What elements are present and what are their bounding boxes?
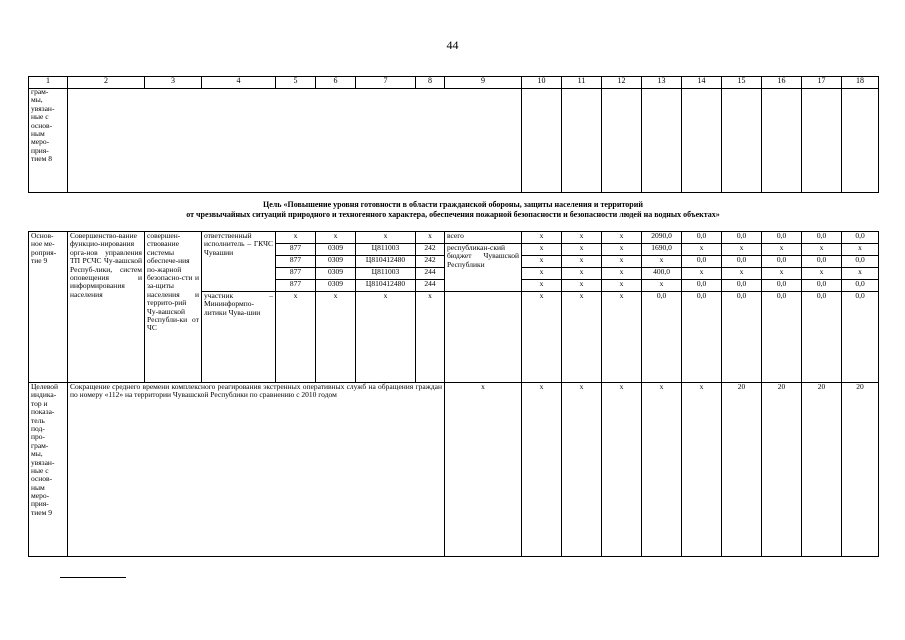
event-9-value: 0,0 xyxy=(682,256,722,268)
event-9-value: x xyxy=(522,268,562,280)
event-9-c6: x xyxy=(316,232,356,244)
indicator-9-value: x xyxy=(602,383,642,557)
column-number-4: 4 xyxy=(202,77,276,89)
column-number-7: 7 xyxy=(356,77,416,89)
event-9-value: x xyxy=(602,268,642,280)
event-9-c7: Ц810412480 xyxy=(356,280,416,292)
column-number-11: 11 xyxy=(562,77,602,89)
event-9-value: x xyxy=(562,268,602,280)
indicator-9-value: x xyxy=(522,383,562,557)
column-number-14: 14 xyxy=(682,77,722,89)
column-number-16: 16 xyxy=(762,77,802,89)
event-9-type: Основ- ное ме- роприя- тие 9 xyxy=(29,232,68,383)
event-9-value: 0,0 xyxy=(842,232,879,244)
column-number-3: 3 xyxy=(145,77,202,89)
indicator-8-label: грам- мы, увязан- ные с основ- ным меро- прия- тием 8 xyxy=(29,88,68,192)
column-number-9: 9 xyxy=(445,77,522,89)
column-number-1: 1 xyxy=(29,77,68,89)
indicator-9-label: Целевой индика- тор и показа- тель под- про- грам- мы, увязан- ные с основ- ным меро- прия- тием 9 xyxy=(29,383,68,557)
event-9-value: 1690,0 xyxy=(642,244,682,256)
event-9-c8: 242 xyxy=(416,256,445,268)
participant-c5: x xyxy=(276,292,316,383)
participant-value: x xyxy=(562,292,602,383)
indicator-9-value: 20 xyxy=(762,383,802,557)
event-9-value: 0,0 xyxy=(802,232,842,244)
cell-empty xyxy=(562,88,602,192)
event-9-value: 400,0 xyxy=(642,268,682,280)
event-9-value: x xyxy=(522,256,562,268)
event-9-value: 2090,0 xyxy=(642,232,682,244)
event-9-value: x xyxy=(522,232,562,244)
goal-line-2: от чрезвычайных ситуаций природного и техногенного характера, обеспечения пожарной безопасности и безопасности людей на водных объектах» xyxy=(186,210,720,219)
footnote-separator xyxy=(60,577,126,578)
participant-value: x xyxy=(602,292,642,383)
column-number-6: 6 xyxy=(316,77,356,89)
event-9-value: 0,0 xyxy=(802,256,842,268)
indicator-9-value: 20 xyxy=(722,383,762,557)
event-9-c6: 0309 xyxy=(316,268,356,280)
participant-col9 xyxy=(445,292,522,383)
event-9-c6: 0309 xyxy=(316,244,356,256)
event-9-value: x xyxy=(802,268,842,280)
event-9-value: 0,0 xyxy=(762,256,802,268)
indicator-9-col9: x xyxy=(445,383,522,557)
event-9-value: x xyxy=(602,232,642,244)
event-9-value: x xyxy=(682,268,722,280)
event-9-c6: 0309 xyxy=(316,280,356,292)
indicator-8-empty xyxy=(68,88,522,192)
event-9-c7: Ц810412480 xyxy=(356,256,416,268)
participant-value: 0,0 xyxy=(682,292,722,383)
event-9-value: x xyxy=(642,280,682,292)
column-number-12: 12 xyxy=(602,77,642,89)
cell-empty xyxy=(522,88,562,192)
event-9-value: x xyxy=(602,280,642,292)
event-9-value: x xyxy=(842,244,879,256)
event-9-c5: 877 xyxy=(276,256,316,268)
funding-total-label: всего xyxy=(445,232,522,244)
column-number-8: 8 xyxy=(416,77,445,89)
event-9-c8: 244 xyxy=(416,268,445,280)
event-9-c5: 877 xyxy=(276,268,316,280)
indicator-8-block xyxy=(28,88,879,193)
event-9-value: x xyxy=(562,244,602,256)
event-9-c7: x xyxy=(356,232,416,244)
event-9-value: x xyxy=(562,232,602,244)
event-9-value: 0,0 xyxy=(762,280,802,292)
event-9-value: x xyxy=(562,256,602,268)
column-number-18: 18 xyxy=(842,77,879,89)
cell-empty xyxy=(602,88,642,192)
event-9-c8: x xyxy=(416,232,445,244)
event-9-task: совершен-ствование системы обеспече-ния по-жарной безопасно-сти и за-щиты населения и террито-рий Чу-вашской Республи-ки от ЧС xyxy=(145,232,202,383)
event-9-value: x xyxy=(762,244,802,256)
participant-value: 0,0 xyxy=(762,292,802,383)
event-9-value: x xyxy=(722,268,762,280)
indicator-9-value: 20 xyxy=(842,383,879,557)
indicator-9-value: x xyxy=(642,383,682,557)
event-9-value: 0,0 xyxy=(842,256,879,268)
event-9-value: 0,0 xyxy=(842,280,879,292)
event-9-value: x xyxy=(642,256,682,268)
event-9-c7: Ц811003 xyxy=(356,244,416,256)
event-9-value: x xyxy=(522,244,562,256)
event-9-value: 0,0 xyxy=(722,280,762,292)
event-9-value: x xyxy=(682,244,722,256)
column-number-10: 10 xyxy=(522,77,562,89)
event-9-value: x xyxy=(842,268,879,280)
event-9-value: x xyxy=(802,244,842,256)
event-9-value: x xyxy=(562,280,602,292)
event-9-value: x xyxy=(762,268,802,280)
participant-c7: x xyxy=(356,292,416,383)
event-9-c5: 877 xyxy=(276,280,316,292)
funding-source-label: республикан-ский бюджет Чувашской Республики xyxy=(445,244,522,292)
cell-empty xyxy=(802,88,842,192)
participant-value: 0,0 xyxy=(722,292,762,383)
column-number-13: 13 xyxy=(642,77,682,89)
event-9-value: x xyxy=(522,280,562,292)
column-number-17: 17 xyxy=(802,77,842,89)
event-9-c8: 244 xyxy=(416,280,445,292)
indicator-9-text: Сокращение среднего времени комплексного реагирования экстренных оперативных служб на обращения граждан по номеру «112» на территории Чувашской Республики по сравнению с 2010 годом xyxy=(68,383,445,557)
goal-heading xyxy=(28,200,878,220)
event-9-value: 0,0 xyxy=(722,256,762,268)
cell-empty xyxy=(682,88,722,192)
cell-empty xyxy=(642,88,682,192)
event-9-value: x xyxy=(722,244,762,256)
column-number-2: 2 xyxy=(68,77,145,89)
event-9-value: 0,0 xyxy=(802,280,842,292)
participant-c6: x xyxy=(316,292,356,383)
event-9-c6: 0309 xyxy=(316,256,356,268)
event-9-value: 0,0 xyxy=(762,232,802,244)
column-number-5: 5 xyxy=(276,77,316,89)
cell-empty xyxy=(762,88,802,192)
event-9-value: 0,0 xyxy=(682,232,722,244)
event-9-name: Совершенство-вание функцио-нирования орга-нов управления ТП РСЧС Чу-вашской Респуб-лики, систем оповещения и информирования населения xyxy=(68,232,145,383)
indicator-9-value: x xyxy=(562,383,602,557)
cell-empty xyxy=(842,88,879,192)
event-9-value: x xyxy=(602,256,642,268)
indicator-9-value: x xyxy=(682,383,722,557)
cell-empty xyxy=(722,88,762,192)
event-9-value: 0,0 xyxy=(682,280,722,292)
participant-value: 0,0 xyxy=(842,292,879,383)
event-9-table xyxy=(28,231,879,557)
event-9-c8: 242 xyxy=(416,244,445,256)
column-number-15: 15 xyxy=(722,77,762,89)
participant-value: x xyxy=(522,292,562,383)
event-9-participant-executor: участник – Мининформпо-литики Чува-шии xyxy=(202,292,276,383)
event-9-c7: Ц811003 xyxy=(356,268,416,280)
event-9-value: 0,0 xyxy=(722,232,762,244)
participant-value: 0,0 xyxy=(802,292,842,383)
participant-value: 0,0 xyxy=(642,292,682,383)
participant-c8: x xyxy=(416,292,445,383)
goal-line-1: Цель «Повышение уровня готовности в области гражданской обороны, защиты населения и территорий xyxy=(263,200,643,209)
indicator-9-value: 20 xyxy=(802,383,842,557)
event-9-value: x xyxy=(602,244,642,256)
event-9-c5: 877 xyxy=(276,244,316,256)
page-number: 44 xyxy=(446,38,459,52)
event-9-responsible-executor: ответственный исполнитель – ГКЧС Чувашии xyxy=(202,232,276,292)
event-9-c5: x xyxy=(276,232,316,244)
